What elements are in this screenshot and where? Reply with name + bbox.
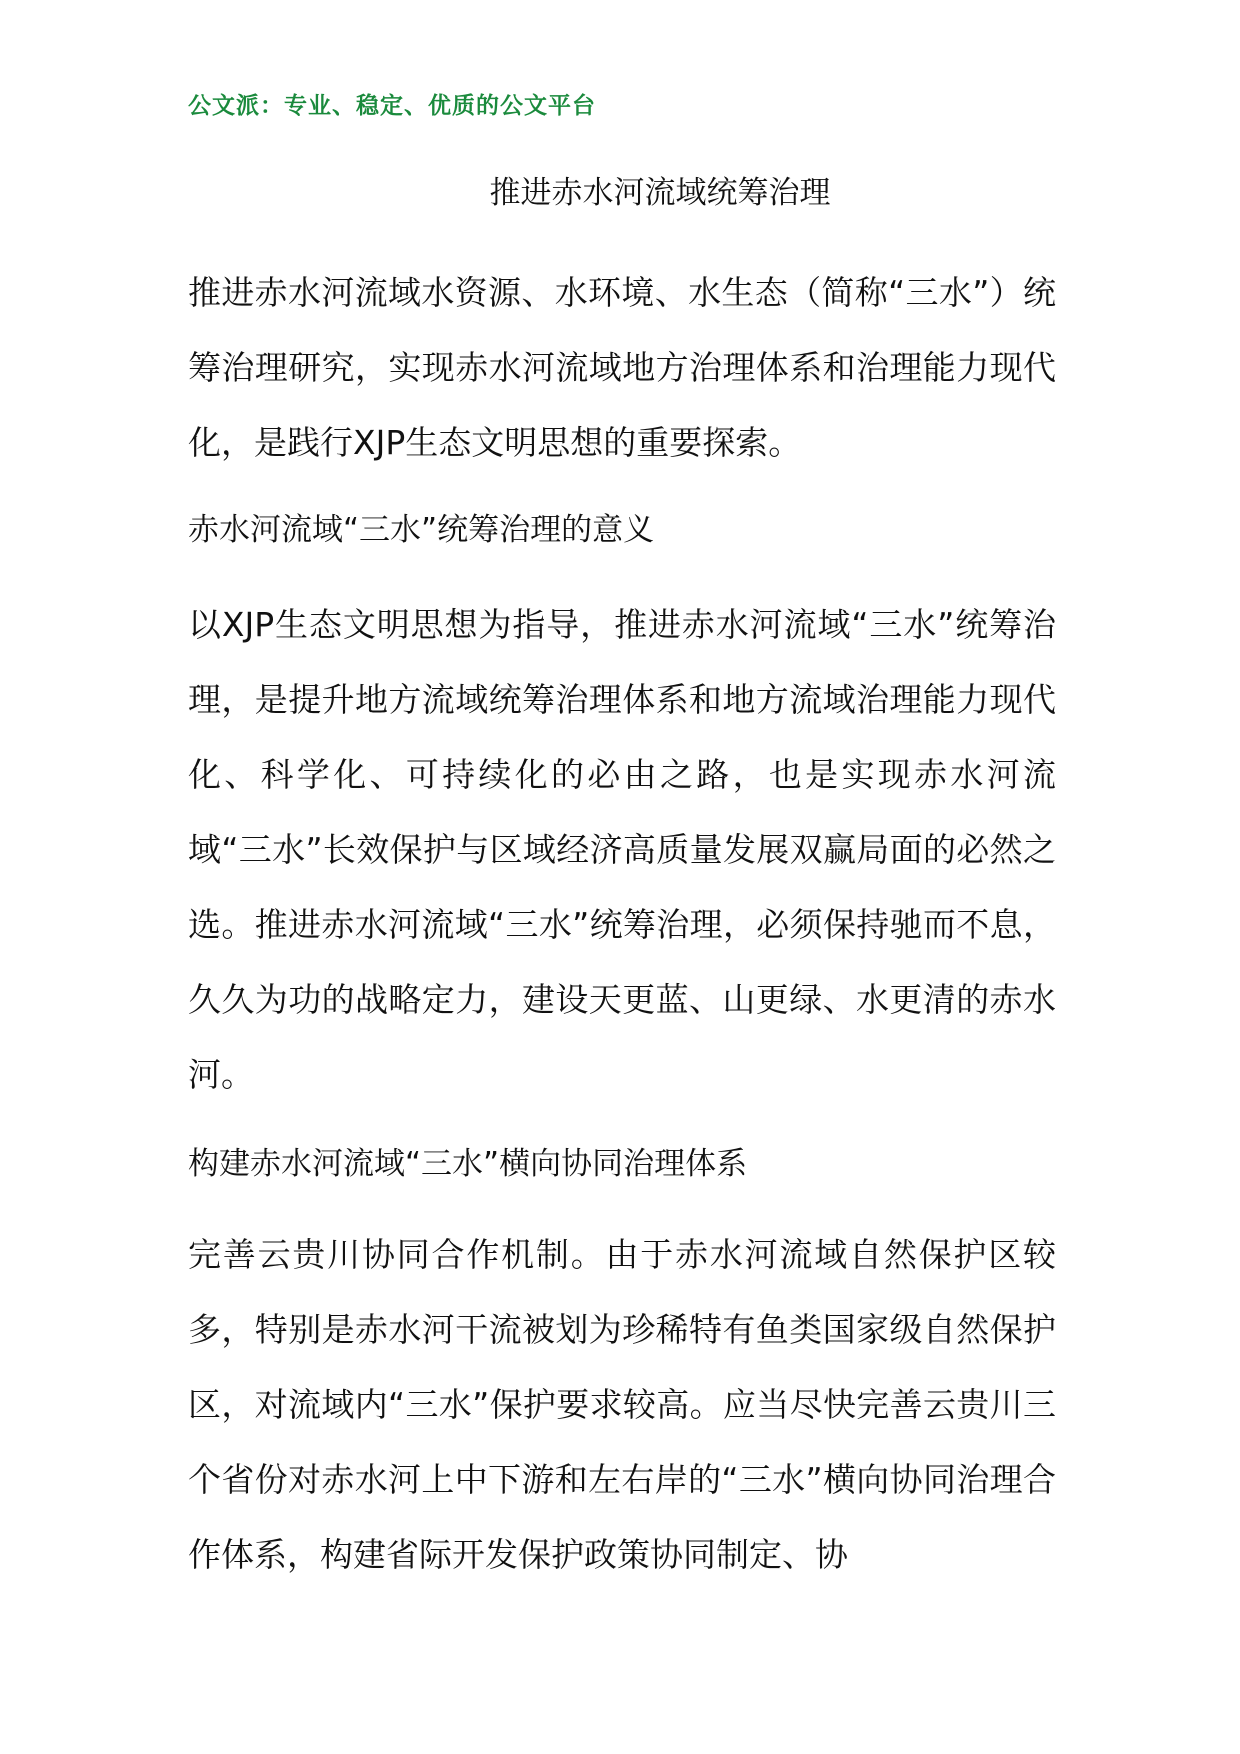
site-banner: 公文派：专业、稳定、优质的公文平台: [188, 93, 596, 119]
section-paragraph-significance: 以XJP生态文明思想为指导，推进赤水河流域“三水”统筹治理，是提升地方流域统筹治理体系和地方流域治理能力现代化、科学化、可持续化的必由之路，也是实现赤水河流域“三水”长效保护与区域经济高质量发展双赢局面的必然之选。推进赤水河流域“三水”统筹治理，必须保持驰而不息，久久为功的战略定力，建设天更蓝、山更绿、水更清的赤水河。: [188, 605, 1056, 1094]
document-title: 推进赤水河流域统筹治理: [489, 175, 831, 211]
section-paragraph-coordination: 完善云贵川协同合作机制。由于赤水河流域自然保护区较多，特别是赤水河干流被划为珍稀特有鱼类国家级自然保护区，对流域内“三水”保护要求较高。应当尽快完善云贵川三个省份对赤水河上中下游和左右岸的“三水”横向协同治理合作体系，构建省际开发保护政策协同制定、协: [188, 1235, 1056, 1574]
section-heading-coordination: 构建赤水河流域“三水”横向协同治理体系: [188, 1146, 748, 1182]
intro-paragraph: 推进赤水河流域水资源、水环境、水生态（简称“三水”）统筹治理研究，实现赤水河流域地方治理体系和治理能力现代化，是践行XJP生态文明思想的重要探索。: [188, 273, 1056, 462]
section-heading-significance: 赤水河流域“三水”统筹治理的意义: [188, 512, 655, 548]
